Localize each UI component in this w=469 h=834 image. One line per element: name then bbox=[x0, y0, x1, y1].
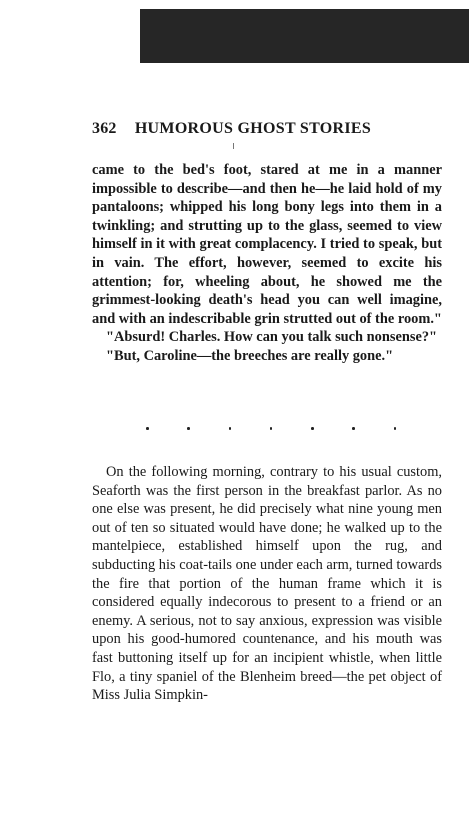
scan-dark-bar bbox=[140, 9, 469, 63]
section-break-dots bbox=[146, 427, 396, 430]
dot bbox=[394, 427, 397, 430]
scan-mark bbox=[233, 143, 234, 149]
paragraph: "Absurd! Charles. How can you talk such nonsense?" bbox=[106, 329, 438, 346]
page-header bbox=[92, 120, 444, 138]
dot bbox=[187, 427, 190, 430]
dot bbox=[229, 427, 232, 430]
dot bbox=[146, 427, 149, 430]
page-number: 362 bbox=[92, 120, 117, 137]
body-text-bottom bbox=[92, 463, 442, 705]
paragraph: "But, Caroline—the breeches are really gone." bbox=[106, 347, 394, 364]
dot bbox=[352, 427, 355, 430]
dot bbox=[311, 427, 314, 430]
dot bbox=[270, 427, 273, 430]
paragraph: came to the bed's foot, stared at me in a manner impossible to describe—and then he—he laid hold of my pantaloons; whipped his long bony legs into them in a twinkling; and strutting up to the glass, seemed to view himself in it with great complacency. I tried to speak, but in vain. The effort, however, seemed to excite his attention; for, wheeling about, he showed me the grimmest-looking death's head you can well imagine, and with an indescribable grin strutted out of the room." bbox=[92, 162, 442, 327]
body-text-top bbox=[92, 161, 442, 366]
running-title: HUMOROUS GHOST STORIES bbox=[134, 120, 372, 137]
paragraph: On the following morning, contrary to his usual custom, Seaforth was the first person in the breakfast parlor. As no one else was present, he did precisely what nine young men out of ten so situated would have done; he walked up to the mantelpiece, established himself upon the rug, and subducting his coat-tails one under each arm, turned towards the fire that portion of the human frame which it is considered equally indecorous to present to a friend or an enemy. A serious, not to say anxious, expression was visible upon his good-humored countenance, and his mouth was fast buttoning itself up for an incipient whistle, when little Flo, a tiny spaniel of the Blenheim breed—the pet object of Miss Julia Simpkin- bbox=[92, 464, 442, 704]
